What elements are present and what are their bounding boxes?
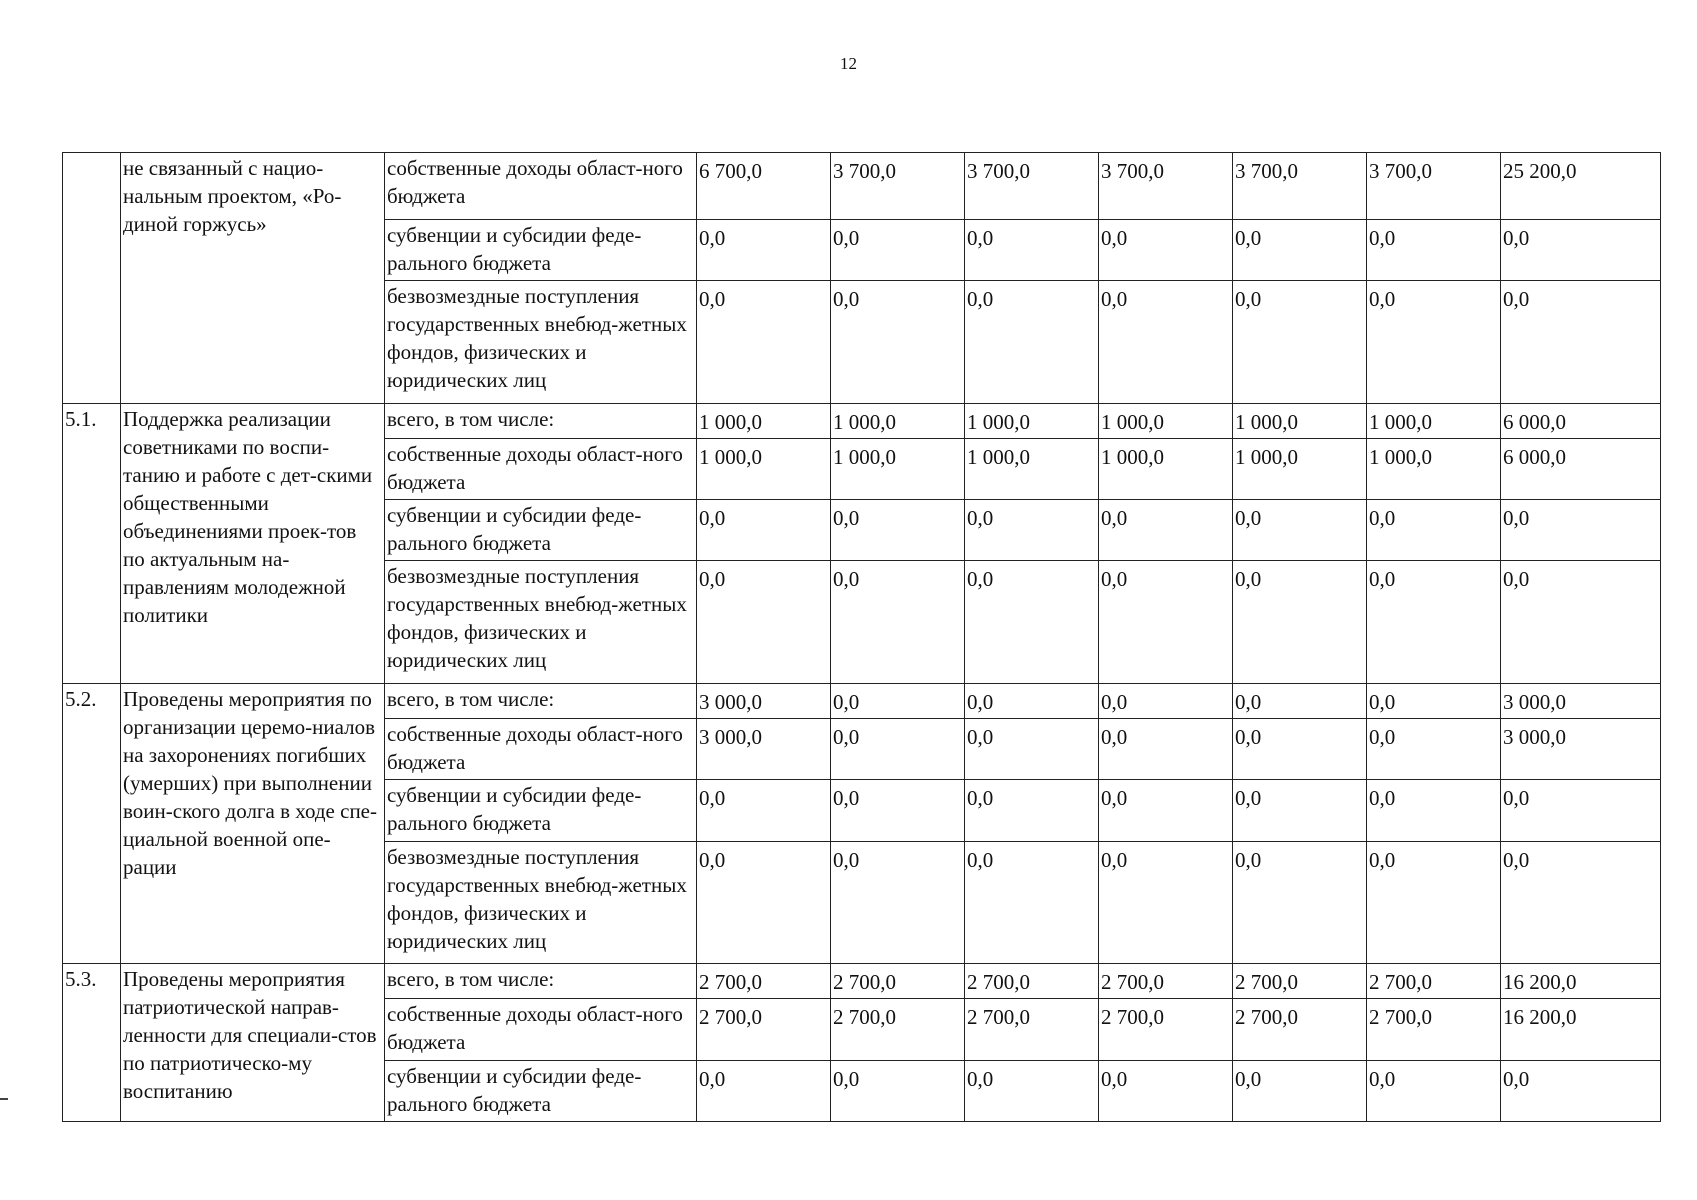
year-value-cell: 0,0: [831, 780, 965, 841]
year-value-cell: 2 700,0: [1233, 964, 1367, 999]
year-value-cell: 0,0: [831, 683, 965, 718]
year-value-cell: 0,0: [1367, 683, 1501, 718]
year-value-cell: 0,0: [1099, 841, 1233, 964]
year-value-cell: 0,0: [831, 280, 965, 403]
item-title-cell: Проведены мероприятия патриотической направ-ленности для специали-стов по патриотическо-му воспитанию: [121, 964, 385, 1122]
year-value-cell: 0,0: [831, 561, 965, 684]
year-value-cell: 0,0: [1233, 561, 1367, 684]
year-value-cell: 3 700,0: [831, 153, 965, 220]
year-value-cell: 0,0: [831, 1060, 965, 1121]
total-value-cell: 16 200,0: [1501, 999, 1661, 1060]
year-value-cell: 0,0: [1233, 841, 1367, 964]
item-number-cell: 5.1.: [63, 403, 121, 683]
year-value-cell: 1 000,0: [1099, 403, 1233, 438]
year-value-cell: 0,0: [1233, 499, 1367, 560]
year-value-cell: 0,0: [1367, 561, 1501, 684]
year-value-cell: 1 000,0: [831, 438, 965, 499]
total-value-cell: 0,0: [1501, 561, 1661, 684]
year-value-cell: 0,0: [697, 561, 831, 684]
total-value-cell: 0,0: [1501, 780, 1661, 841]
year-value-cell: 2 700,0: [697, 964, 831, 999]
year-value-cell: 1 000,0: [965, 438, 1099, 499]
year-value-cell: 0,0: [1233, 219, 1367, 280]
funding-source-cell: собственные доходы област-ного бюджета: [385, 153, 697, 220]
year-value-cell: 1 000,0: [1233, 403, 1367, 438]
year-value-cell: 2 700,0: [831, 999, 965, 1060]
year-value-cell: 0,0: [831, 718, 965, 779]
year-value-cell: 0,0: [1367, 219, 1501, 280]
year-value-cell: 2 700,0: [1099, 964, 1233, 999]
funding-source-cell: всего, в том числе:: [385, 403, 697, 438]
total-value-cell: 6 000,0: [1501, 403, 1661, 438]
year-value-cell: 3 700,0: [1367, 153, 1501, 220]
year-value-cell: 0,0: [1233, 280, 1367, 403]
year-value-cell: 0,0: [1233, 780, 1367, 841]
year-value-cell: 2 700,0: [965, 999, 1099, 1060]
year-value-cell: 0,0: [965, 683, 1099, 718]
item-title-cell: Проведены мероприятия по организации церемо-ниалов на захоронениях погибших (умерших) при выполнении воин-ского долга в ходе спе-циальной военной опе-рации: [121, 683, 385, 963]
year-value-cell: 0,0: [1367, 280, 1501, 403]
funding-source-cell: субвенции и субсидии феде-рального бюджета: [385, 499, 697, 560]
year-value-cell: 0,0: [965, 841, 1099, 964]
year-value-cell: 2 700,0: [1099, 999, 1233, 1060]
year-value-cell: 0,0: [1367, 1060, 1501, 1121]
funding-source-cell: собственные доходы област-ного бюджета: [385, 718, 697, 779]
year-value-cell: 0,0: [1099, 561, 1233, 684]
year-value-cell: 3 700,0: [1099, 153, 1233, 220]
total-value-cell: 0,0: [1501, 499, 1661, 560]
funding-source-cell: всего, в том числе:: [385, 964, 697, 999]
year-value-cell: 0,0: [1099, 780, 1233, 841]
year-value-cell: 0,0: [831, 219, 965, 280]
year-value-cell: 0,0: [965, 718, 1099, 779]
year-value-cell: 2 700,0: [697, 999, 831, 1060]
page-number: 12: [840, 54, 857, 73]
year-value-cell: 0,0: [697, 499, 831, 560]
year-value-cell: 1 000,0: [1233, 438, 1367, 499]
year-value-cell: 0,0: [1367, 718, 1501, 779]
table-row: [63, 683, 1661, 718]
year-value-cell: 1 000,0: [697, 403, 831, 438]
item-number-cell: [63, 153, 121, 404]
funding-source-cell: субвенции и субсидии феде-рального бюджета: [385, 219, 697, 280]
item-title-cell: не связанный с нацио-нальным проектом, «Ро-диной горжусь»: [121, 153, 385, 404]
funding-source-cell: собственные доходы област-ного бюджета: [385, 438, 697, 499]
year-value-cell: 0,0: [965, 561, 1099, 684]
total-value-cell: 25 200,0: [1501, 153, 1661, 220]
item-title-cell: Поддержка реализации советниками по воспи-танию и работе с дет-скими общественными объединениями проек-тов по актуальным на-правлениям молодежной политики: [121, 403, 385, 683]
item-number-cell: 5.2.: [63, 683, 121, 963]
year-value-cell: 0,0: [1099, 1060, 1233, 1121]
year-value-cell: 0,0: [697, 1060, 831, 1121]
funding-source-cell: собственные доходы област-ного бюджета: [385, 999, 697, 1060]
funding-source-cell: безвозмездные поступления государственных внебюд-жетных фондов, физических и юридических лиц: [385, 841, 697, 964]
year-value-cell: 1 000,0: [965, 403, 1099, 438]
table-row: [63, 964, 1661, 999]
year-value-cell: 0,0: [1367, 841, 1501, 964]
year-value-cell: 0,0: [1099, 499, 1233, 560]
total-value-cell: 16 200,0: [1501, 964, 1661, 999]
table-row: [63, 403, 1661, 438]
year-value-cell: 6 700,0: [697, 153, 831, 220]
funding-source-cell: безвозмездные поступления государственных внебюд-жетных фондов, физических и юридических лиц: [385, 561, 697, 684]
year-value-cell: 2 700,0: [965, 964, 1099, 999]
year-value-cell: 0,0: [697, 219, 831, 280]
total-value-cell: 6 000,0: [1501, 438, 1661, 499]
year-value-cell: 0,0: [1233, 683, 1367, 718]
year-value-cell: 0,0: [697, 780, 831, 841]
year-value-cell: 0,0: [831, 499, 965, 560]
year-value-cell: 0,0: [965, 780, 1099, 841]
year-value-cell: 2 700,0: [831, 964, 965, 999]
year-value-cell: 2 700,0: [1233, 999, 1367, 1060]
year-value-cell: 1 000,0: [1367, 438, 1501, 499]
budget-table: [62, 152, 1661, 1122]
year-value-cell: 0,0: [1233, 718, 1367, 779]
year-value-cell: 1 000,0: [1367, 403, 1501, 438]
total-value-cell: 0,0: [1501, 280, 1661, 403]
total-value-cell: 0,0: [1501, 219, 1661, 280]
year-value-cell: 2 700,0: [1367, 964, 1501, 999]
total-value-cell: 0,0: [1501, 1060, 1661, 1121]
year-value-cell: 3 000,0: [697, 683, 831, 718]
year-value-cell: 0,0: [1099, 718, 1233, 779]
year-value-cell: 1 000,0: [697, 438, 831, 499]
funding-source-cell: субвенции и субсидии феде-рального бюджета: [385, 780, 697, 841]
table-row: [63, 153, 1661, 220]
year-value-cell: 0,0: [1099, 219, 1233, 280]
year-value-cell: 0,0: [1367, 780, 1501, 841]
year-value-cell: 3 700,0: [1233, 153, 1367, 220]
year-value-cell: 2 700,0: [1367, 999, 1501, 1060]
total-value-cell: 0,0: [1501, 841, 1661, 964]
funding-source-cell: субвенции и субсидии феде-рального бюджета: [385, 1060, 697, 1121]
year-value-cell: 3 700,0: [965, 153, 1099, 220]
year-value-cell: 0,0: [697, 841, 831, 964]
funding-source-cell: всего, в том числе:: [385, 683, 697, 718]
year-value-cell: 1 000,0: [831, 403, 965, 438]
year-value-cell: 0,0: [1233, 1060, 1367, 1121]
margin-mark: [0, 1098, 8, 1100]
year-value-cell: 0,0: [965, 219, 1099, 280]
year-value-cell: 0,0: [1099, 280, 1233, 403]
year-value-cell: 0,0: [697, 280, 831, 403]
year-value-cell: 0,0: [965, 280, 1099, 403]
year-value-cell: 0,0: [1367, 499, 1501, 560]
year-value-cell: 0,0: [1099, 683, 1233, 718]
year-value-cell: 1 000,0: [1099, 438, 1233, 499]
funding-source-cell: безвозмездные поступления государственных внебюд-жетных фондов, физических и юридических лиц: [385, 280, 697, 403]
year-value-cell: 3 000,0: [697, 718, 831, 779]
year-value-cell: 0,0: [831, 841, 965, 964]
total-value-cell: 3 000,0: [1501, 683, 1661, 718]
year-value-cell: 0,0: [965, 1060, 1099, 1121]
item-number-cell: 5.3.: [63, 964, 121, 1122]
total-value-cell: 3 000,0: [1501, 718, 1661, 779]
year-value-cell: 0,0: [965, 499, 1099, 560]
